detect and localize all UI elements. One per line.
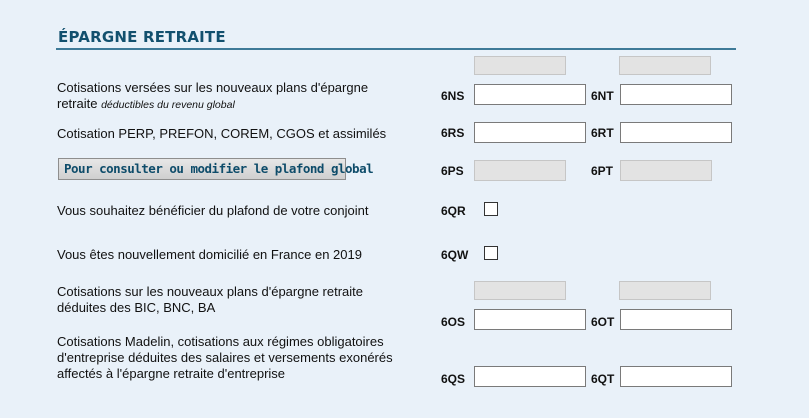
code-6qr: 6QR — [441, 204, 466, 218]
column-header-box-1 — [474, 56, 566, 75]
column-header-box-3 — [474, 281, 566, 300]
section-divider — [56, 48, 736, 50]
row-madelin-label — [57, 334, 393, 382]
code-6ns: 6NS — [441, 89, 465, 103]
input-6rt[interactable] — [620, 122, 732, 143]
row-madelin-label-line1: Cotisations Madelin, cotisations aux régimes obligatoires — [57, 334, 384, 349]
code-6nt: 6NT — [591, 89, 614, 103]
checkbox-6qw[interactable] — [484, 246, 498, 260]
input-6ns[interactable] — [474, 84, 586, 105]
row-nouveaux-plans-label — [57, 80, 368, 113]
row-nouveaux-plans-label-line2-text: retraite — [57, 96, 98, 111]
input-6qs[interactable] — [474, 366, 586, 387]
row-madelin-label-line3: affectés à l'épargne retraite d'entreprise — [57, 366, 286, 381]
code-6ot: 6OT — [591, 315, 615, 329]
row-bic-label — [57, 284, 363, 316]
checkbox-6qr[interactable] — [484, 202, 498, 216]
input-6ps — [474, 160, 566, 181]
row-bic-label-line2: déduites des BIC, BNC, BA — [57, 300, 216, 315]
row-nouveaux-plans-note: déductibles du revenu global — [101, 99, 235, 111]
row-madelin-label-line2: d'entreprise déduites des salaires et versements exonérés — [57, 350, 393, 365]
code-6os: 6OS — [441, 315, 466, 329]
column-header-box-2 — [619, 56, 711, 75]
code-6rs: 6RS — [441, 126, 465, 140]
row-bic-label-line1: Cotisations sur les nouveaux plans d'épargne retraite — [57, 284, 363, 299]
input-6qt[interactable] — [620, 366, 732, 387]
code-6qt: 6QT — [591, 372, 615, 386]
section-title: ÉPARGNE RETRAITE — [58, 28, 226, 46]
row-nouveaux-plans-label-line1: Cotisations versées sur les nouveaux plans d'épargne — [57, 80, 369, 95]
input-6ot[interactable] — [620, 309, 732, 330]
code-6qs: 6QS — [441, 372, 466, 386]
code-6qw: 6QW — [441, 248, 469, 262]
row-perp-label: Cotisation PERP, PREFON, COREM, CGOS et assimilés — [57, 126, 387, 141]
input-6pt — [620, 160, 712, 181]
column-header-box-4 — [619, 281, 711, 300]
code-6rt: 6RT — [591, 126, 614, 140]
row-nouveaux-plans-label-line2 — [57, 96, 368, 113]
row-conjoint-label: Vous souhaitez bénéficier du plafond de votre conjoint — [57, 203, 369, 218]
input-6rs[interactable] — [474, 122, 586, 143]
input-6nt[interactable] — [620, 84, 732, 105]
code-6ps: 6PS — [441, 164, 464, 178]
consult-plafond-button[interactable]: Pour consulter ou modifier le plafond global — [58, 158, 346, 180]
code-6pt: 6PT — [591, 164, 614, 178]
row-domicilie-label: Vous êtes nouvellement domicilié en France en 2019 — [57, 247, 362, 262]
input-6os[interactable] — [474, 309, 586, 330]
